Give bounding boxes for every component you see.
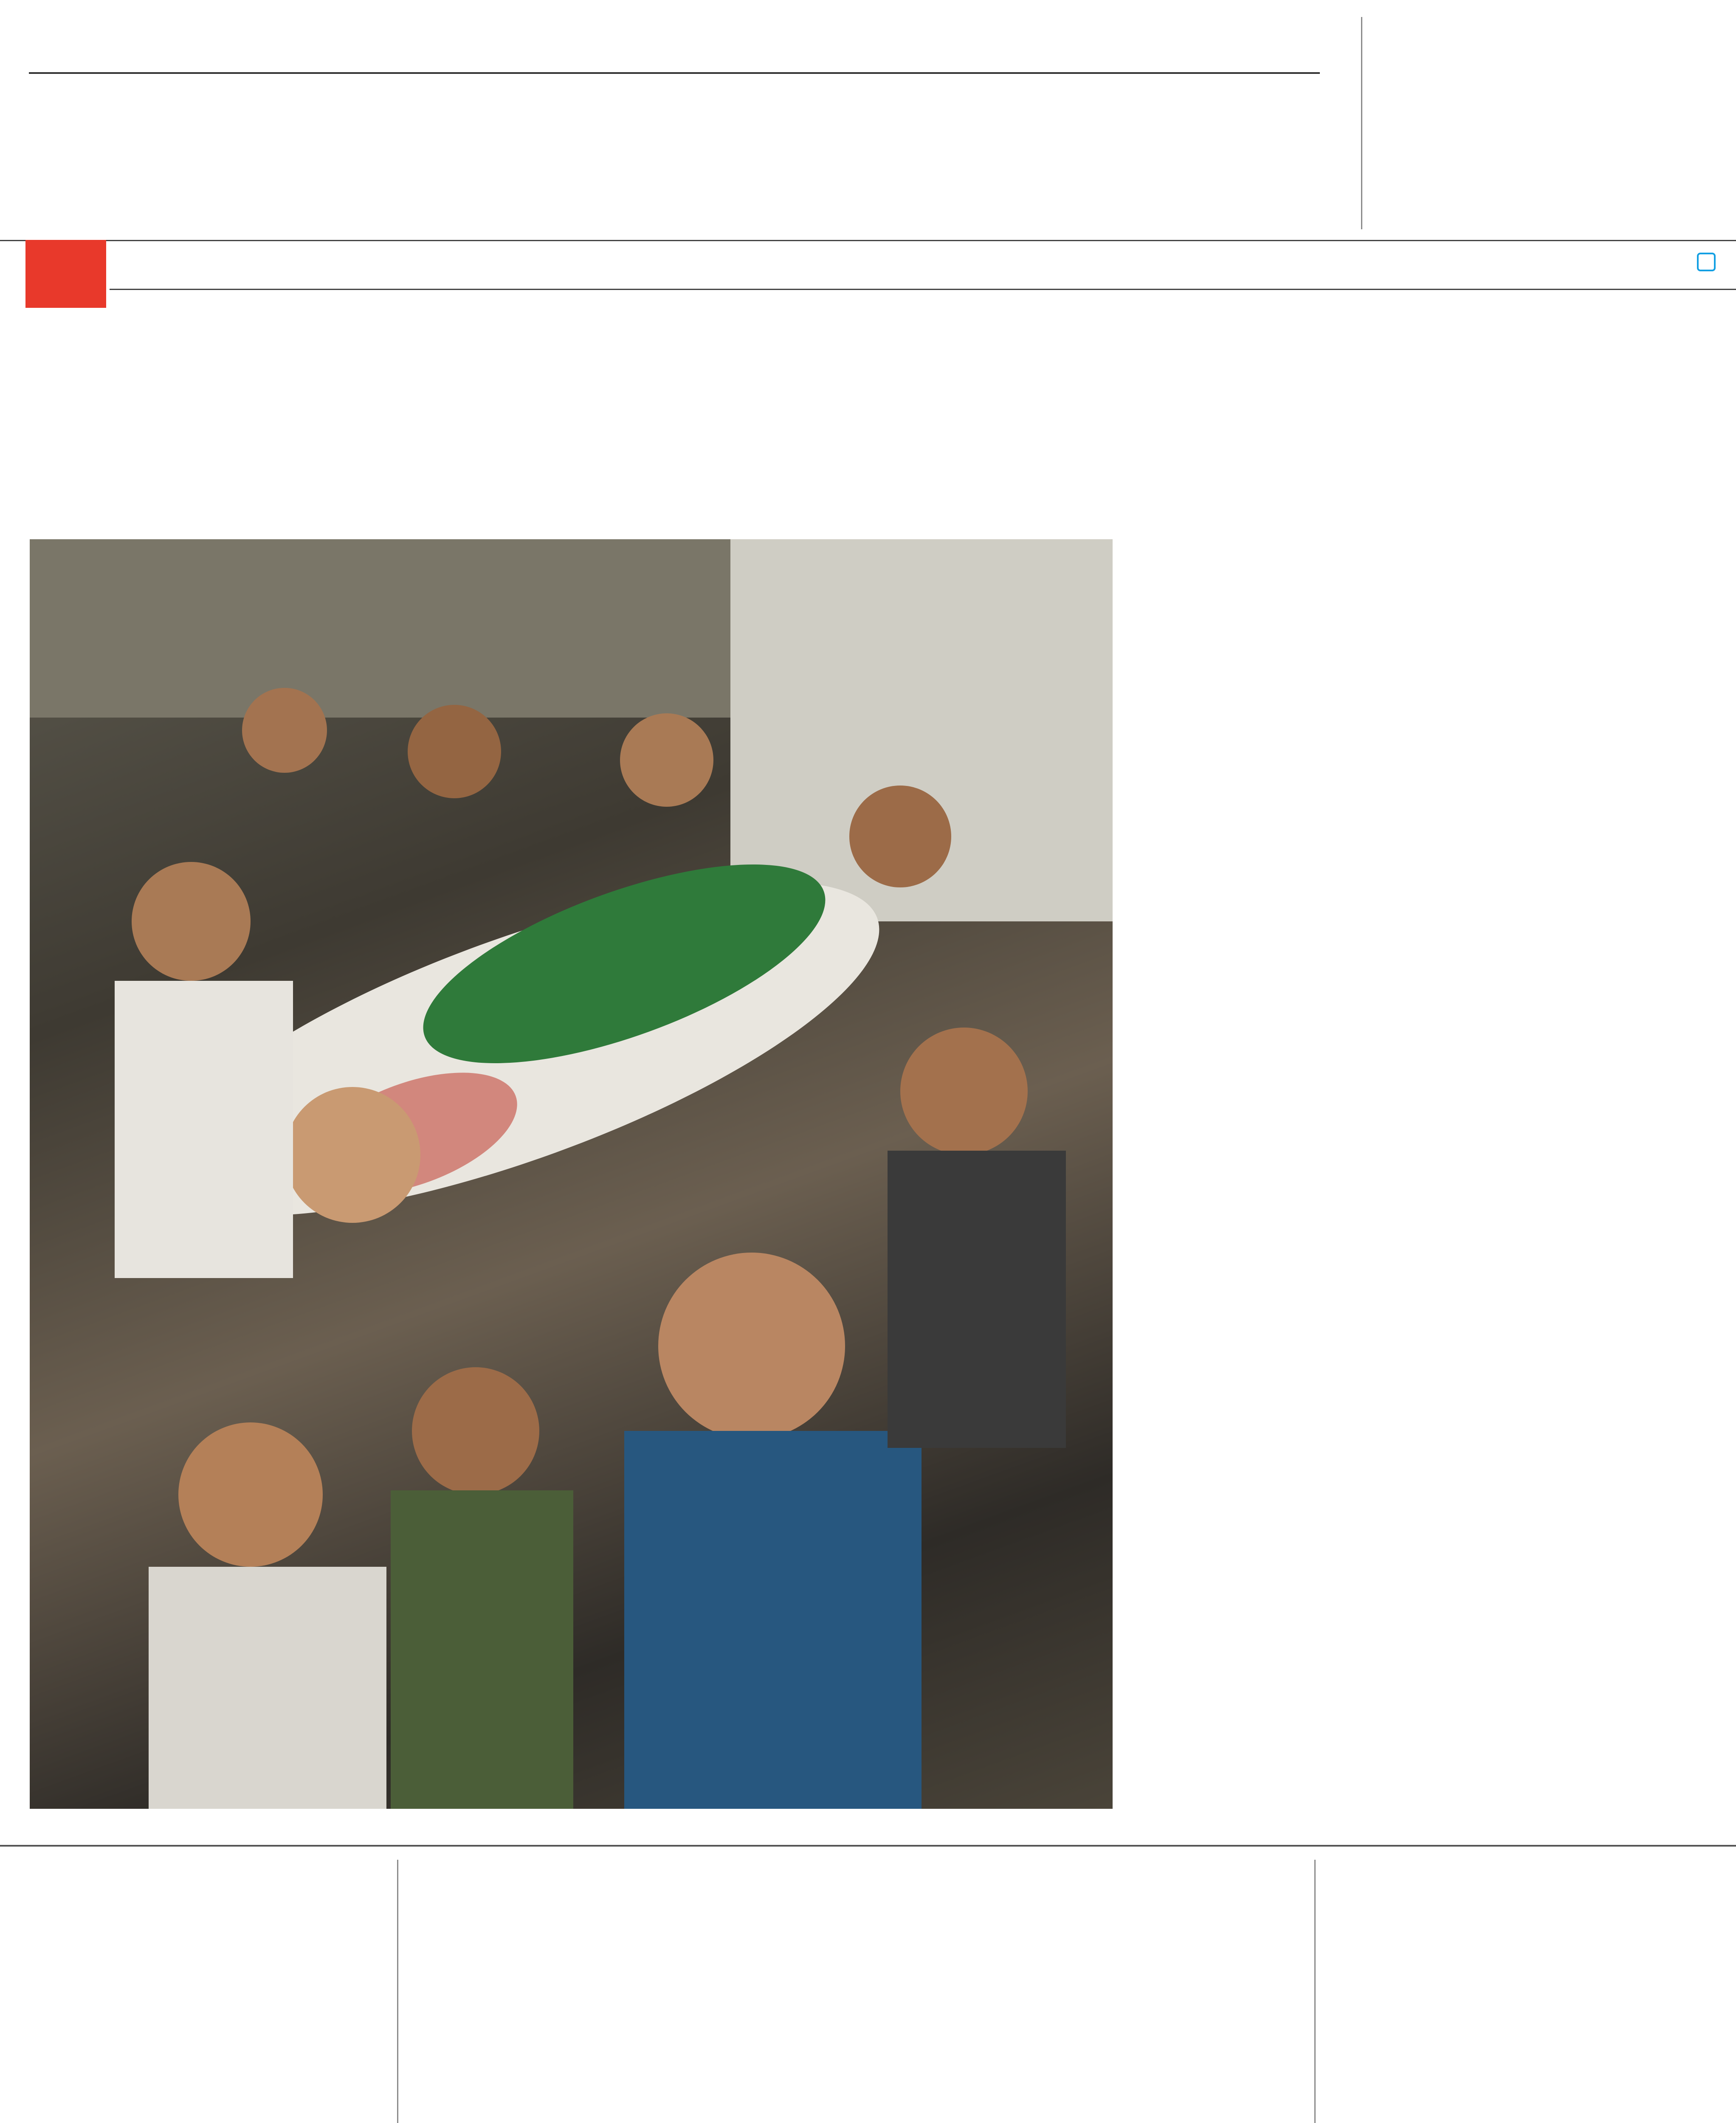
morocco-headline-line2 <box>411 1945 1294 2021</box>
egypt-headline <box>25 1868 382 2008</box>
gaza-photo-caption <box>30 1813 1113 1834</box>
gaza-col-1 <box>1311 539 1711 1834</box>
morocco-col-4 <box>411 2038 632 2123</box>
saudi-headline <box>1337 1868 1715 2055</box>
top-story-col-1 <box>916 81 1350 234</box>
saudi-body <box>1337 2072 1715 2123</box>
morocco-headline-line1 <box>411 1864 1294 1940</box>
morocco-col-2 <box>865 2038 1074 2123</box>
website-link[interactable] <box>1464 246 1719 276</box>
gaza-funeral-photo <box>30 539 1113 1809</box>
date-english <box>378 251 888 276</box>
top-story-col-2 <box>471 81 895 234</box>
section-title <box>1413 21 1711 174</box>
gaza-kicker <box>250 331 1481 378</box>
morocco-col-1 <box>1086 2038 1294 2123</box>
egypt-body <box>25 2021 382 2123</box>
morocco-col-3 <box>645 2038 853 2123</box>
globe-icon <box>1697 253 1716 271</box>
top-story-title <box>530 21 1294 72</box>
page-number <box>25 240 106 308</box>
gaza-headline <box>20 399 1719 497</box>
top-story-col-3 <box>25 81 454 234</box>
crowd-illustration <box>30 539 1113 1809</box>
